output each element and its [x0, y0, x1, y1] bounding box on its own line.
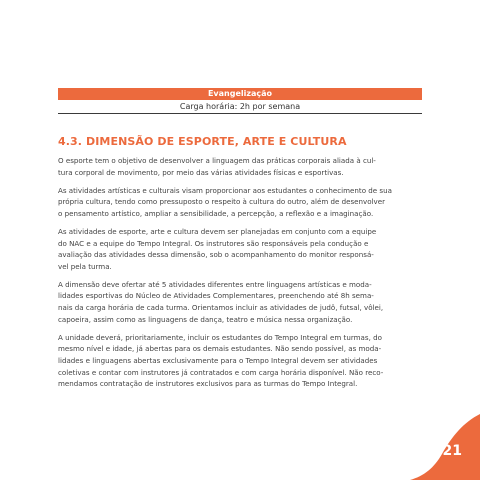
text-line: lidades esportivas do Núcleo de Atividades Complementares, preenchendo até 8h sema-: [58, 291, 374, 301]
text-line: A unidade deverá, prioritariamente, incluir os estudantes do Tempo Integral em turmas, do: [58, 332, 382, 342]
evangelization-workload: Carga horária: 2h por semana: [58, 100, 422, 114]
paragraph-2: [58, 185, 424, 220]
section-title: 4.3. DIMENSÃO DE ESPORTE, ARTE E CULTURA: [58, 135, 347, 148]
page-number-badge: [410, 414, 480, 480]
text-line: própria cultura, tendo como pressuposto o respeito à cultura do outro, além de desenvolver: [58, 197, 386, 207]
text-line: As atividades de esporte, arte e cultura devem ser planejadas em conjunto com a equipe: [58, 226, 377, 236]
text-line: avaliação das atividades dessa dimensão, sob o acompanhamento do monitor responsá-: [58, 250, 374, 260]
text-line: do NAC e a equipe do Tempo Integral. Os instrutores são responsáveis pela condução e: [58, 238, 369, 248]
text-line: capoeira, assim como as linguagens de dança, teatro e música nessa organização.: [58, 314, 353, 324]
evangelization-header: Evangelização: [58, 88, 422, 100]
text-line: lidades e linguagens abertas exclusivamente para o Tempo Integral devem ser atividades: [58, 355, 378, 365]
text-line: As atividades artísticas e culturais visam proporcionar aos estudantes o conhecimento de sua: [58, 185, 392, 195]
paragraph-1: [58, 155, 424, 178]
text-line: O esporte tem o objetivo de desenvolver a linguagem das práticas corporais aliada à cul-: [58, 156, 376, 165]
body-text: [58, 155, 424, 396]
text-line: tura corporal de movimento, por meio das várias atividades físicas e esportivas.: [58, 167, 344, 177]
paragraph-5: [58, 332, 424, 390]
text-line: nais da carga horária de cada turma. Orientamos incluir as atividades de judô, futsal, vôlei,: [58, 303, 384, 313]
text-line: mesmo nível e idade, já abertas para os demais estudantes. Não sendo possível, as moda-: [58, 344, 382, 354]
text-line: o pensamento artístico, ampliar a sensibilidade, a percepção, a reflexão e a imaginação.: [58, 208, 374, 218]
evangelization-table: [58, 88, 422, 114]
text-line: vel pela turma.: [58, 261, 112, 271]
paragraph-3: [58, 226, 424, 272]
paragraph-4: [58, 279, 424, 325]
text-line: A dimensão deve ofertar até 5 atividades diferentes entre linguagens artísticas e moda-: [58, 279, 372, 289]
page-number: 21: [442, 443, 462, 459]
text-line: mendamos contratação de instrutores exclusivos para as turmas do Tempo Integral.: [58, 379, 358, 389]
text-line: coletivas e contar com instrutores já contratados e com carga horária disponível. Não reco-: [58, 367, 384, 377]
